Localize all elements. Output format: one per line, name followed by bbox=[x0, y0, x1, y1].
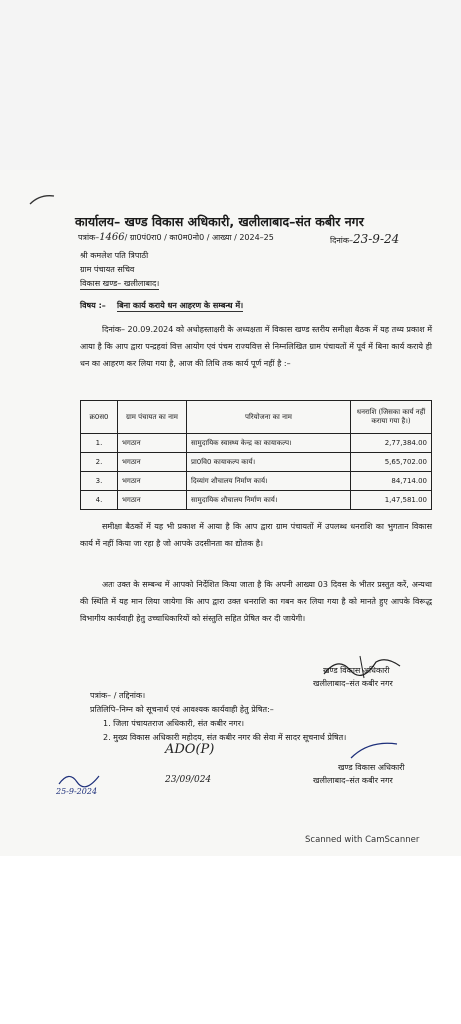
table-row bbox=[81, 434, 432, 453]
copy-item: 1. जिला पंचायतराज अधिकारी, संत कबीर नगर। bbox=[103, 719, 245, 728]
cell-project: प्रा0वि0 कायाकल्प कार्य। bbox=[187, 453, 351, 472]
copy-reference: पत्रांक– / तद्दिनांक। bbox=[90, 691, 146, 700]
cell-project: दिव्यांग शौचालय निर्माण कार्य। bbox=[187, 472, 351, 491]
cell-village: भगठान bbox=[118, 472, 187, 491]
works-table bbox=[80, 400, 432, 510]
scanner-watermark: Scanned with CamScanner bbox=[305, 835, 420, 845]
copy-item: 2. मुख्य विकास अधिकारी महोदय, संत कबीर नगर की सेवा में सादर सूचनार्थ प्रेषित। bbox=[103, 733, 347, 742]
subject-text: बिना कार्य कराये धन आहरण के सम्बन्ध में। bbox=[117, 301, 244, 310]
copy-intro: प्रतिलिपि–निम्न को सूचनार्थ एवं आवश्यक कार्यवाही हेतु प्रेषित:– bbox=[90, 705, 274, 714]
table-row bbox=[81, 472, 432, 491]
table-header-row bbox=[81, 401, 432, 434]
signatory-title-2: खण्ड विकास अधिकारी bbox=[338, 763, 405, 772]
header-project: परियोजना का नाम bbox=[187, 401, 351, 434]
scan-bottom-margin bbox=[0, 856, 461, 1024]
cell-serial: 3. bbox=[81, 472, 118, 491]
header-amount: धनराशि (जिसका कार्य नहीं कराया गया है।) bbox=[351, 401, 432, 434]
handwritten-left-date: 25-9-2024 bbox=[56, 787, 98, 796]
paragraph-review: समीक्षा बैठकों में यह भी प्रकाश में आया है कि आप द्वारा ग्राम पंचायतों में उपलब्ध धनराशि का भुगतान विकास कार्य में नहीं किया जा रहा है जो आपके उदसीनता का द्योतक है। bbox=[80, 522, 432, 548]
cell-village: भगठान bbox=[118, 434, 187, 453]
letter-date: दिनांक–23-9-24 bbox=[330, 232, 400, 246]
cell-project: सामुदायिक स्वास्थ्य केन्द्र का कायाकल्प। bbox=[187, 434, 351, 453]
letter-number: पत्रांक–1466/ ग्रा0पं0रा0 / का0म0नो0 / आख्या / 2024–25 bbox=[78, 232, 274, 243]
cell-amount: 2,77,384.00 bbox=[351, 434, 432, 453]
table-row bbox=[81, 453, 432, 472]
cell-amount: 5,65,702.00 bbox=[351, 453, 432, 472]
paragraph-intro: दिनांक– 20.09.2024 को अधोहस्ताक्षरी के अध्यक्षता में विकास खण्ड स्तरीय समीक्षा बैठक में यह तथ्य प्रकाश में आया है कि आप द्वारा पन्द्रहवां वित्त आयोग एवं पंचम राज्यवित्त से निम्नलिखित ग्राम पंचायतों में पूर्व में बिना कार्य कराये ही धन का आहरण कर लिया गया है, आज की तिथि तक कार्य पूर्ण नहीं है :– bbox=[80, 325, 432, 368]
margin-mark bbox=[28, 190, 58, 210]
signatory-place: खलीलाबाद–संत कबीर नगर bbox=[313, 679, 393, 688]
paragraph-direction: अतः उक्त के सम्बन्ध में आपको निर्देशित किया जाता है कि अपनी आख्या 03 दिवस के भीतर प्रस्तुत करें, अन्यथा की स्थिति में यह मान लिया जायेगा कि आप द्वारा उक्त धनराशि का गबन कर लिया गया है को मानते हुए आपके विरूद्ध विभागीय कार्यवाही हेतु उच्चाधिकारियों को संस्तुति सहित प्रेषित कर दी जायेगी। bbox=[80, 580, 432, 623]
scan-top-margin bbox=[0, 0, 461, 170]
cell-serial: 2. bbox=[81, 453, 118, 472]
cell-village: भगठान bbox=[118, 491, 187, 510]
signatory-place-2: खलीलाबाद–संत कबीर नगर bbox=[313, 776, 393, 785]
addressee-name: श्री कमलेश पति त्रिपाठी bbox=[80, 251, 149, 260]
signatory-title: खण्ड विकास अधिकारी bbox=[323, 666, 390, 675]
cell-serial: 1. bbox=[81, 434, 118, 453]
handwritten-initials-date: 23/09/024 bbox=[165, 775, 212, 785]
cell-amount: 1,47,581.00 bbox=[351, 491, 432, 510]
cell-village: भगठान bbox=[118, 453, 187, 472]
cell-project: सामुदायिक शौचालय निर्माण कार्य। bbox=[187, 491, 351, 510]
subject-label: विषय :– bbox=[80, 301, 106, 310]
handwritten-initials: ADO(P) bbox=[165, 742, 215, 757]
header-serial: क्र0स0 bbox=[81, 401, 118, 434]
office-heading: कार्यालय– खण्ड विकास अधिकारी, खलीलाबाद–संत कबीर नगर bbox=[75, 214, 364, 229]
addressee-designation: ग्राम पंचायत सचिव bbox=[80, 265, 135, 274]
cell-serial: 4. bbox=[81, 491, 118, 510]
signature-scribble-2 bbox=[345, 738, 405, 764]
cell-amount: 84,714.00 bbox=[351, 472, 432, 491]
table-row bbox=[81, 491, 432, 510]
header-village: ग्राम पंचायत का नाम bbox=[118, 401, 187, 434]
addressee-block: विकास खण्ड– खलीलाबाद। bbox=[80, 279, 160, 288]
